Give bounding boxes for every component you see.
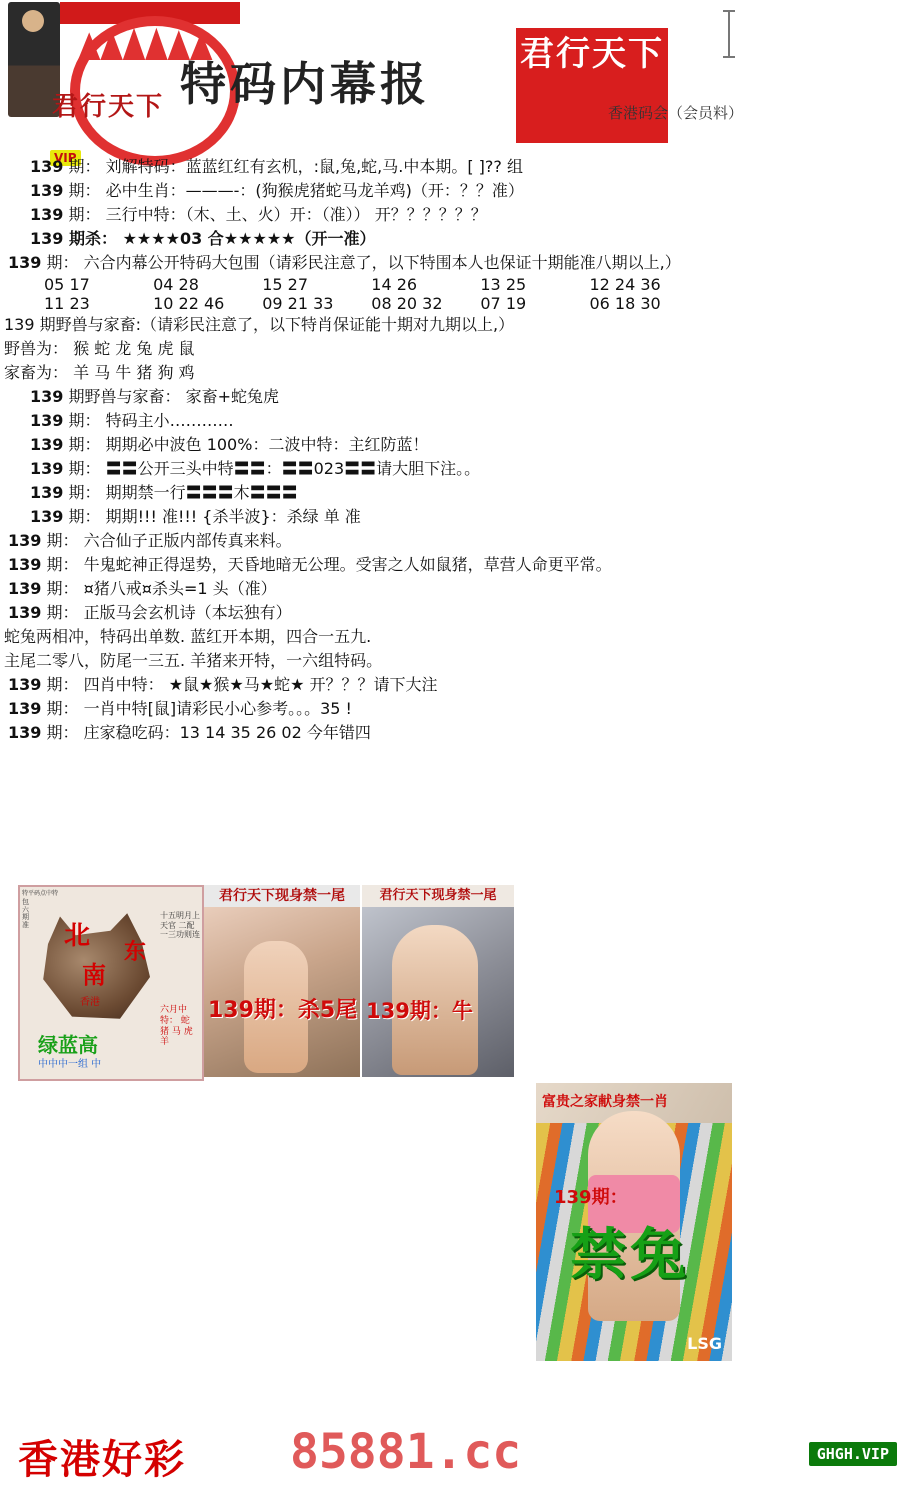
line-text: ★★★★03 合★★★★★（开一准） xyxy=(122,229,376,248)
line-text: 期期必中波色 100%：二波中特：主红防蓝！ xyxy=(105,435,429,454)
poster-card-b xyxy=(204,885,360,1077)
red-seal-stamp: 君行天下 xyxy=(516,28,668,143)
beast-heading: 139 期野兽与家畜:（请彩民注意了，以下特肖保证能十期对九期以上,） xyxy=(4,315,515,334)
card-d-brand: LSG xyxy=(687,1334,722,1353)
line-label: 期： xyxy=(46,579,79,598)
number-cell: 06 18 30 xyxy=(589,294,661,313)
line-text: ¤猪八戒¤杀头=1 头（准） xyxy=(83,579,277,598)
poster-card-c xyxy=(362,885,514,1077)
content-line xyxy=(0,553,909,577)
card-a-lugao-text: 绿蓝高 xyxy=(38,1033,98,1057)
number-cell: 10 22 46 xyxy=(153,294,225,313)
header-subtitle: 香港码会（会员料） xyxy=(608,104,744,122)
number-row xyxy=(0,294,909,313)
page-title: 特码内幕报 xyxy=(180,57,430,111)
period-number: 139 xyxy=(8,555,42,574)
content-line xyxy=(0,697,909,721)
content-line xyxy=(0,385,909,409)
card-d-big-text: 禁兔 xyxy=(570,1223,690,1288)
number-cell: 14 26 xyxy=(371,275,418,294)
poem-line: 蛇兔两相冲，特码出单数. 蓝红开本期，四合一五九. xyxy=(4,627,372,646)
line-text: 三行中特：（木、土、火）开：（准）） 开？？？？？？ xyxy=(105,205,487,224)
domestic-label: 家畜为： xyxy=(4,363,69,382)
line-label: 期： xyxy=(68,205,101,224)
card-a-big1: 北 xyxy=(64,921,91,951)
period-number: 139 xyxy=(8,579,42,598)
wild-label: 野兽为： xyxy=(4,339,69,358)
domestic-beast-line xyxy=(0,361,909,385)
line-text: 特码主小………… xyxy=(105,411,234,430)
card-b-header-bar xyxy=(204,885,360,907)
content-lines xyxy=(0,155,909,745)
period-number: 139 xyxy=(8,603,42,622)
period-number: 139 xyxy=(30,507,64,526)
line-text: 四肖中特： ★鼠★猴★马★蛇★ 开？？？请下大注 xyxy=(83,675,438,694)
content-line xyxy=(0,577,909,601)
number-cell: 11 23 xyxy=(44,294,90,313)
card-c-photo xyxy=(362,907,514,1077)
footer-watermark-badge: GHGH.VIP xyxy=(809,1442,897,1466)
poster-fox-card xyxy=(18,885,204,1081)
line-label: 期： xyxy=(46,723,79,742)
card-b-header-text: 君行天下现身禁一尾 xyxy=(219,888,345,904)
number-cell: 12 24 36 xyxy=(589,275,661,294)
card-b-overlay-text: 139期：杀5尾 xyxy=(208,998,358,1023)
card-c-header-bar xyxy=(362,885,514,907)
poem-line: 主尾二零八，防尾一三五. 羊猪来开特，一六组特码。 xyxy=(4,651,383,670)
line-text: 庄家稳吃码：13 14 35 26 02 今年错四 xyxy=(83,723,371,742)
period-number: 139 xyxy=(30,483,64,502)
number-cell: 09 21 33 xyxy=(262,294,334,313)
line-text: 〓〓公开三头中特〓〓：〓〓023〓〓请大胆下注。。 xyxy=(105,459,481,478)
number-cell: 08 20 32 xyxy=(371,294,443,313)
footer-brand-text: 香港好彩 xyxy=(18,1437,186,1483)
domestic-value: 羊 马 牛 猪 狗 鸡 xyxy=(73,363,195,382)
page-header xyxy=(0,0,909,165)
line-label: 期： xyxy=(46,555,79,574)
content-line xyxy=(0,505,909,529)
footer-site-number: 85881.cc xyxy=(290,1424,522,1480)
number-cell: 15 27 xyxy=(262,275,308,294)
line-text: 六合仙子正版内部传真来料。 xyxy=(83,531,292,550)
content-line xyxy=(0,251,909,275)
line-label: 期杀： xyxy=(68,229,117,248)
card-a-side-text: 包 六 期 准 xyxy=(22,898,29,930)
content-line xyxy=(0,179,909,203)
line-label: 期： xyxy=(68,483,101,502)
line-label: 期： xyxy=(68,411,101,430)
card-d-top-text: 富贵之家献身禁一肖 xyxy=(542,1094,668,1110)
content-line xyxy=(0,721,909,745)
line-label: 期： xyxy=(68,181,101,200)
period-number: 139 xyxy=(8,723,42,742)
line-label: 期： xyxy=(68,157,101,176)
line-text: 牛鬼蛇神正得逞势，天昏地暗无公理。受害之人如鼠猪，草营人命更平常。 xyxy=(83,555,612,574)
line-text: 刘解特码：蓝蓝红红有玄机，:鼠,兔,蛇,马.中本期。[ ]?? 组 xyxy=(105,157,523,176)
line-text: 期期!!! 准!!! {杀半波}：杀绿 单 准 xyxy=(105,507,361,526)
content-line xyxy=(0,409,909,433)
number-row xyxy=(0,275,909,294)
period-number: 139 xyxy=(8,675,42,694)
card-c-header-text: 君行天下现身禁一尾 xyxy=(379,888,497,903)
poster-card-d xyxy=(536,1083,732,1361)
logo-text: 君行天下 xyxy=(52,92,165,122)
card-b-photo xyxy=(204,907,360,1077)
content-line xyxy=(0,457,909,481)
line-label: 期： xyxy=(46,531,79,550)
content-line xyxy=(0,601,909,625)
line-label: 期： xyxy=(46,675,79,694)
card-a-top-note: 特平码点中特 xyxy=(22,890,59,897)
content-line xyxy=(0,433,909,457)
line-label: 期： xyxy=(68,459,101,478)
card-a-right-text: 十五明月上天官 二配一三功则连 xyxy=(160,911,200,940)
line-text: 六合内幕公开特码大包围（请彩民注意了，以下特围本人也保证十期能准八期以上,） xyxy=(83,253,681,272)
text-cursor-icon xyxy=(728,10,730,58)
period-number: 139 xyxy=(30,157,64,176)
line-text: 家畜+蛇兔虎 xyxy=(185,387,280,406)
line-label: 期： xyxy=(46,603,79,622)
page-footer xyxy=(0,1408,909,1494)
number-cell: 05 17 xyxy=(44,275,90,294)
period-number: 139 xyxy=(30,229,64,248)
card-c-overlay-text: 139期：牛 xyxy=(366,999,473,1023)
image-gallery xyxy=(0,885,909,1405)
line-label: 期： xyxy=(68,435,101,454)
line-text: 一肖中特[鼠]请彩民小心参考。。。35 ! xyxy=(83,699,352,718)
number-cell: 04 28 xyxy=(153,275,199,294)
content-line xyxy=(0,227,909,251)
period-number: 139 xyxy=(8,699,42,718)
content-line xyxy=(0,203,909,227)
line-label: 期野兽与家畜： xyxy=(68,387,181,406)
period-number: 139 xyxy=(30,181,64,200)
period-number: 139 xyxy=(8,253,42,272)
line-label: 期： xyxy=(46,253,79,272)
period-number: 139 xyxy=(30,411,64,430)
line-label: 期： xyxy=(46,699,79,718)
content-line xyxy=(0,481,909,505)
wild-value: 猴 蛇 龙 兔 虎 鼠 xyxy=(73,339,195,358)
card-a-hk-text: 香港 xyxy=(80,997,100,1008)
wild-beast-line xyxy=(0,337,909,361)
card-a-big3: 南 xyxy=(82,961,106,989)
content-line xyxy=(0,529,909,553)
line-text: 必中生肖：———-：(狗猴虎猪蛇马龙羊鸡)（开：？？准） xyxy=(105,181,524,200)
number-cell: 13 25 xyxy=(480,275,527,294)
card-a-dots-text: 中中中一组 中 xyxy=(38,1059,102,1070)
period-number: 139 xyxy=(30,387,64,406)
vip-badge: VIP xyxy=(50,150,81,166)
period-number: 139 xyxy=(30,205,64,224)
content-line xyxy=(0,673,909,697)
number-cell: 07 19 xyxy=(480,294,527,313)
period-number: 139 xyxy=(8,531,42,550)
period-number: 139 xyxy=(30,459,64,478)
card-d-period: 139期： xyxy=(554,1187,628,1208)
card-a-right-text-2: 六月中特： 蛇 猪 马 虎 羊 xyxy=(160,1005,193,1048)
period-number: 139 xyxy=(30,435,64,454)
content-line xyxy=(0,155,909,179)
line-text: 期期禁一行〓〓〓木〓〓〓 xyxy=(105,483,298,502)
line-label: 期： xyxy=(68,507,101,526)
card-a-big2: 东 xyxy=(124,940,147,965)
line-text: 正版马会玄机诗（本坛独有） xyxy=(83,603,292,622)
